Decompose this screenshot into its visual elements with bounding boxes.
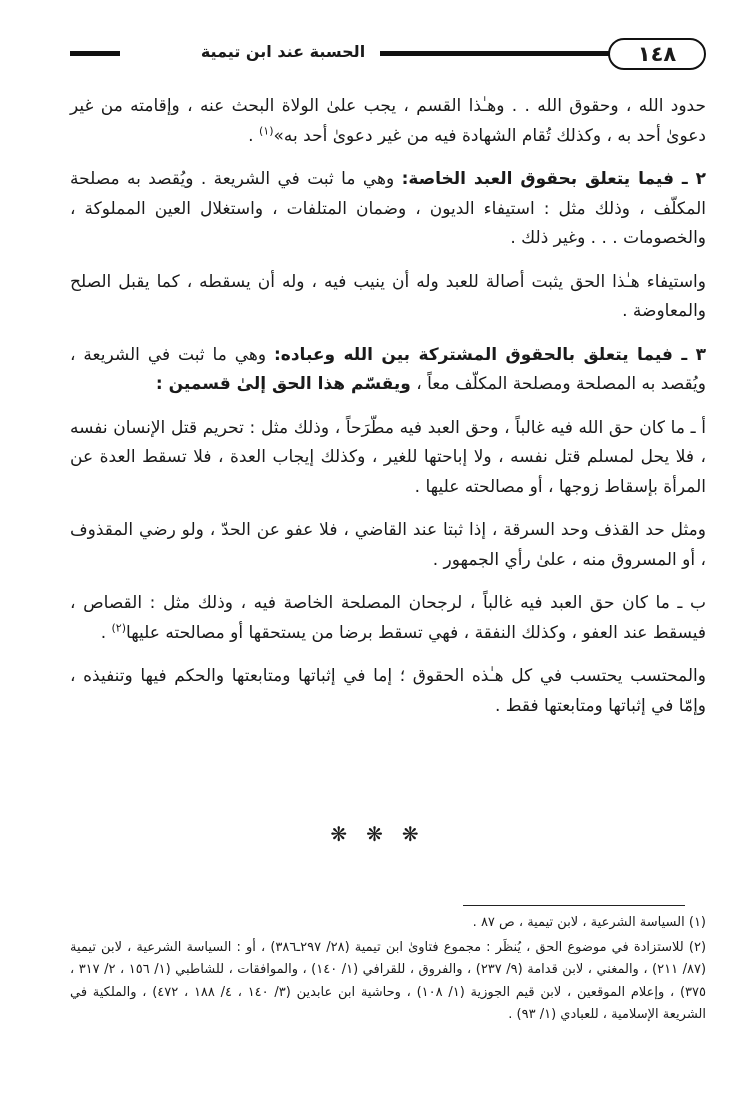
page-body [70, 92, 706, 735]
paragraph-1 [70, 92, 706, 151]
footnote-ref-1[interactable]: (١) [258, 123, 274, 137]
footnotes [70, 912, 706, 1029]
paragraph-2-text: وهي ما ثبت في الشريعة . ويُقصد به مصلحة المكلّف ، وذلك مثل : استيفاء الديون ، وضمان المتلفات ، واستغلال العين المملوكة ، والخصومات . . . وغير ذلك . [70, 169, 706, 248]
section-3-heading: ٣ ـ فيما يتعلق بالحقوق المشتركة بين الله وعباده: [274, 344, 706, 365]
paragraph-2 [70, 165, 706, 254]
header-rule [380, 51, 610, 56]
paragraph-1-text: حدود الله ، وحقوق الله . . وهـٰذا القسم ، يجب علىٰ الولاة البحث عنه ، وإقامته من غير دعوىٰ أحد به ، وكذلك تُقام الشهادة فيه من غير دعوىٰ أحد به» [70, 96, 706, 146]
footnote-1-number: (١) [688, 915, 706, 930]
footnote-ref-2[interactable]: (٢) [111, 620, 127, 634]
paragraph-7-text: ب ـ ما كان حق العبد فيه غالباً ، لرجحان المصلحة الخاصة فيه ، وذلك مثل : القصاص ، فيسقط عند العفو ، وكذلك النفقة ، فهي تسقط برضا من يستحقها أو مصالحته عليها [70, 593, 706, 643]
section-2-heading: ٢ ـ فيما يتعلق بحقوق العبد الخاصة: [401, 169, 706, 189]
running-title: الحسبة عند ابن تيمية [200, 42, 366, 61]
footnote-1 [70, 912, 706, 935]
footnote-2-text: للاستزادة في موضوع الحق ، يُنظَر : مجموع فتاوىٰ ابن تيمية (٢٨/ ٢٩٧ـ٣٨٦) ، أو : السياسة الشرعية ، لابن تيمية (٨٧/ ٢١١) ، والمغني ، لابن قدامة (٩/ ٢٣٧) ، والفروق ، للقرافي (١/ ١٤٠) ، والموافقات ، للشاطبي (١/ ١٥٦ ، ٢/ ٣١٧ ، ٣٧٥) ، وإعلام الموقعين ، لابن قيم الجوزية (١/ ١٠٨) ، وحاشية ابن عابدين (٣/ ١٤٠ ، ٤/ ١٨٨ ، ٤٧٢) ، والملكية في الشريعة الإسلامية ، للعبادي (١/ ٩٣) . [70, 939, 707, 1022]
paragraph-8-text: والمحتسب يحتسب في كل هـٰذه الحقوق ؛ إما في إثباتها ومتابعتها والحكم فيها وتنفيذه ، وإمّا في إثباتها ومتابعتها فقط . [70, 666, 706, 716]
paragraph-6 [70, 516, 706, 575]
page-number: ١٤٨ [608, 38, 706, 70]
footnote-2-number: (٢) [688, 939, 707, 955]
paragraph-3-text: واستيفاء هـٰذا الحق يثبت أصالة للعبد وله أن ينيب فيه ، وله أن يسقطه ، كما يقبل الصلح والمعاوضة . [70, 271, 706, 321]
paragraph-8 [70, 662, 706, 721]
paragraph-5-text: أ ـ ما كان حق الله فيه غالباً ، وحق العبد فيه مطّرَحاً ، وذلك مثل : تحريم قتل الإنسان نفسه ، فلا يحل لمسلم قتل نفسه ، ولا إباحتها للغير ، وكذلك إيجاب العدة ، فلا تسقط العدة عن المرأة بإسقاط زوجها ، أو مصالحته عليها . [70, 417, 706, 497]
paragraph-3 [70, 268, 706, 327]
header-rule-end [70, 51, 120, 56]
paragraph-6-text: ومثل حد القذف وحد السرقة ، إذا ثبتا عند القاضي ، فلا عفو عن الحدّ ، ولو رضي المقذوف ، أو المسروق منه ، علىٰ رأي الجمهور . [70, 520, 706, 570]
paragraph-4-text: وهي ما ثبت في الشريعة ، ويُقصد به المصلحة ومصلحة المكلّف معاً ، [70, 344, 706, 394]
paragraph-4-bold-end: ويقسّم هذا الحق إلىٰ قسمين : [155, 374, 411, 394]
paragraph-1-end: . [248, 125, 259, 146]
page-header [70, 38, 706, 74]
paragraph-4 [70, 341, 706, 400]
footnote-2 [70, 937, 706, 1027]
paragraph-7-end: . [100, 622, 112, 643]
section-separator: ❋ ❋ ❋ [330, 822, 425, 846]
paragraph-7 [70, 589, 706, 648]
paragraph-5 [70, 414, 706, 503]
footnote-rule [463, 905, 685, 906]
footnote-1-text: السياسة الشرعية ، لابن تيمية ، ص ٨٧ . [472, 915, 689, 930]
